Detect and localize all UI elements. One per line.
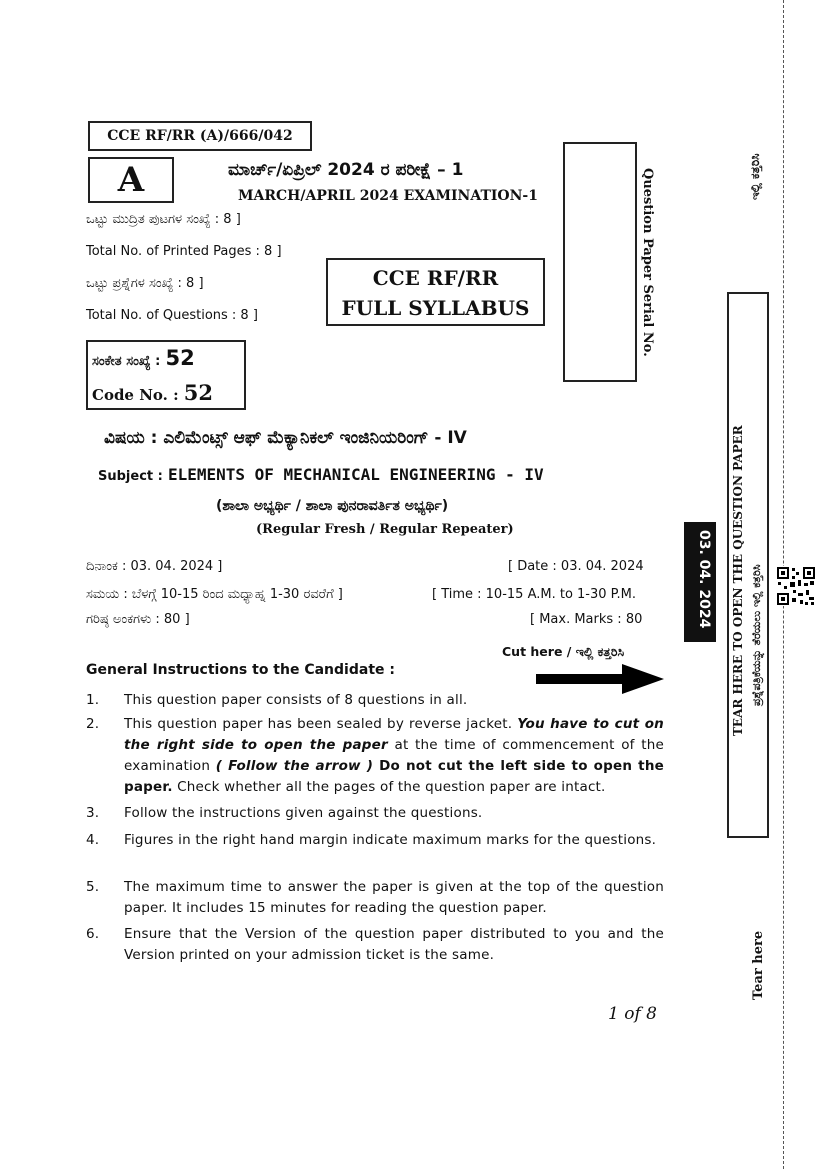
date-band-text: 03. 04. 2024: [696, 530, 712, 629]
questions-kn: ಒಟ್ಟು ಪ್ರಶ್ನೆಗಳ ಸಂಖ್ಯೆ : 8 ]: [86, 276, 204, 291]
subject-value: ELEMENTS OF MECHANICAL ENGINEERING - IV: [167, 465, 544, 484]
paper-code-box: [88, 121, 312, 151]
instruction-1: 1. This question paper consists of 8 questions in all.: [86, 692, 468, 708]
candidate-en: (Regular Fresh / Regular Repeater): [256, 522, 514, 537]
instruction-5: 5. The maximum time to answer the paper is given at the top of the question paper. It includes 15 minutes for reading the question paper.: [86, 879, 664, 916]
page-number: 1 of 8: [608, 1004, 657, 1024]
instructions-heading: General Instructions to the Candidate :: [86, 662, 395, 678]
instruction-2: 2. This question paper has been sealed by reverse jacket. You have to cut on the right side to open the paper at the time of commencement of the examination ( Follow the arrow ) Do not cut the left side to open the paper. Check whether all the pages of the question paper are intact.: [86, 716, 664, 795]
version-box: [88, 157, 174, 203]
exam-title-kn: ಮಾರ್ಚ್/ಏಪ್ರಿಲ್ 2024 ರ ಪರೀಕ್ಷೆ – 1: [228, 160, 464, 180]
date-kn: ದಿನಾಂಕ : 03. 04. 2024 ]: [86, 559, 223, 574]
pages-kn: ಒಟ್ಟು ಮುದ್ರಿತ ಪುಟಗಳ ಸಂಖ್ಯೆ : 8 ]: [86, 212, 241, 227]
marks-en: [ Max. Marks : 80: [530, 612, 643, 627]
code-en-value: 52: [183, 380, 213, 405]
serial-number-box: [563, 142, 637, 382]
code-number-box: [86, 340, 246, 410]
instruction-4: 4. Figures in the right hand margin indicate maximum marks for the questions.: [86, 832, 657, 848]
candidate-kn: (ಶಾಲಾ ಅಭ್ಯರ್ಥಿ / ಶಾಲಾ ಪುನರಾವರ್ತಿತ ಅಭ್ಯರ್ಥಿ): [216, 498, 449, 514]
subject-label: Subject :: [98, 469, 163, 484]
subject-kn: ವಿಷಯ : ಎಲಿಮೆಂಟ್ಸ್ ಆಫ್ ಮೆಕ್ಯಾನಿಕಲ್ ಇಂಜಿನಿಯರಿಂಗ್ - IV: [104, 428, 467, 448]
code-kn-value: 52: [165, 346, 195, 370]
pages-en: Total No. of Printed Pages : 8 ]: [86, 244, 282, 259]
qr-code-icon: [776, 566, 816, 606]
tear-here-label: Tear here: [751, 930, 766, 1000]
paper-code: CCE RF/RR (A)/666/042: [107, 128, 293, 144]
questions-en: Total No. of Questions : 8 ]: [86, 308, 258, 323]
tear-instruction-en: TEAR HERE TO OPEN THE QUESTION PAPER: [731, 425, 745, 736]
syllabus-box: [326, 258, 545, 326]
cut-kn-top: ಇಲ್ಲಿ ಕತ್ತರಿಸಿ: [748, 153, 762, 200]
time-kn: ಸಮಯ : ಬೆಳಗ್ಗೆ 10-15 ರಿಂದ ಮಧ್ಯಾಹ್ನ 1-30 ರವರೆಗೆ ]: [86, 587, 343, 602]
syllabus-line1: CCE RF/RR: [372, 266, 499, 290]
exam-title-en: MARCH/APRIL 2024 EXAMINATION-1: [238, 188, 538, 204]
subject-en: [98, 465, 544, 484]
time-en: [ Time : 10-15 A.M. to 1-30 P.M.: [432, 587, 636, 602]
instruction-6: 6. Ensure that the Version of the question paper distributed to you and the Version printed on your admission ticket is the same.: [86, 926, 664, 963]
instruction-3: 3. Follow the instructions given against the questions.: [86, 805, 483, 821]
date-en: [ Date : 03. 04. 2024: [508, 559, 644, 574]
serial-number-label: Question Paper Serial No.: [640, 168, 655, 357]
cut-here-label: Cut here / ಇಲ್ಲಿ ಕತ್ತರಿಸಿ: [502, 644, 625, 659]
code-en-label: Code No. :: [92, 386, 179, 404]
version-letter: A: [117, 160, 145, 200]
syllabus-line2: FULL SYLLABUS: [341, 296, 530, 320]
code-kn-label: ಸಂಕೇತ ಸಂಖ್ಯೆ :: [92, 354, 161, 369]
marks-kn: ಗರಿಷ್ಠ ಅಂಕಗಳು : 80 ]: [86, 612, 190, 627]
tear-instruction-kn: ಪ್ರಶ್ನೆಪತ್ರಿಕೆಯನ್ನು ತೆರೆಯಲು ಇಲ್ಲಿ ಕತ್ತರಿಸಿ: [750, 564, 763, 706]
